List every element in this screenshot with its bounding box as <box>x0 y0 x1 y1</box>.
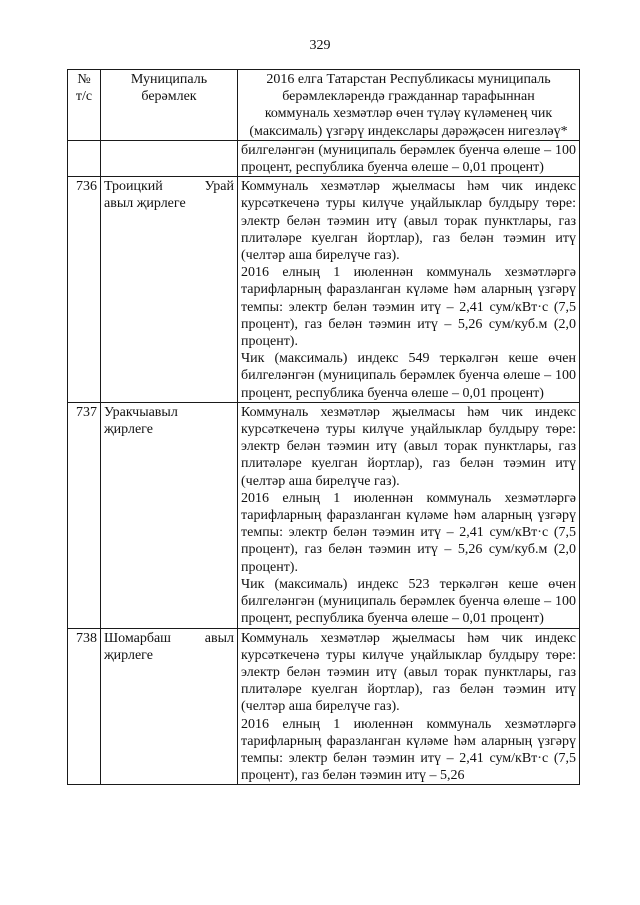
description-paragraph: 2016 елның 1 июленнән коммуналь хезмәтләргә тарифларның фаразланган күләме һәм аларның үзгәрү темпы: электр белән тәэмин итү – 2,41 сум/кВт·с (7,5 процент), газ белән тәэмин итү – 5,26 <box>241 716 576 784</box>
description-paragraph: Коммуналь хезмәтләр җыелмасы һәм чик индекс курсәткеченә туры килүче уңайлыклар булдыру төре: электр белән тәэмин итү (авыл торак пунктлары, газ плитәләре куелган йортлар), газ белән тәэмин итү (челтәр аша бирелүче газ). <box>241 630 576 715</box>
header-number-line: № <box>77 72 91 87</box>
header-description-line: 2016 елга Татарстан Республикасы муниципаль <box>266 72 551 87</box>
description-paragraph: Коммуналь хезмәтләр җыелмасы һәм чик индекс курсәткеченә туры килүче уңайлыклар булдыру төре: электр белән тәэмин итү (авыл торак пунктлары, газ плитәләре куелган йортлар), газ белән тәэмин итү (челтәр аша бирелүче газ). <box>241 404 576 489</box>
header-description-line: (максималь) үзгәрү индекслары дәрәҗәсен нигезләү* <box>249 123 568 139</box>
row-municipality-cell <box>101 177 238 403</box>
row-description-cell <box>238 402 580 628</box>
row-description-cell <box>238 177 580 403</box>
description-paragraph: Чик (максималь) индекс 523 теркәлгән кеше өчен билгеләнгән (муниципаль берәмлек буенча өлеше – 100 процент, республика буенча өлеше – 0,01 процент) <box>241 576 576 627</box>
header-municipality-cell <box>101 70 238 141</box>
tariff-index-table <box>67 69 580 785</box>
table-row-continuation <box>68 140 580 176</box>
header-description-cell <box>238 70 580 141</box>
page-number: 329 <box>309 38 331 53</box>
header-municipality-line: берәмлек <box>141 89 197 105</box>
row-description-cell <box>238 140 580 176</box>
table-row-738 <box>68 628 580 785</box>
table-row-736 <box>68 177 580 403</box>
table-row-737 <box>68 402 580 628</box>
row-municipality-cell <box>101 402 238 628</box>
municipality-name-line: Уракчыавыл <box>104 404 178 420</box>
municipality-name-line: Шомарбаш авыл <box>104 630 234 646</box>
description-paragraph: 2016 елның 1 июленнән коммуналь хезмәтләргә тарифларның фаразланган күләме һәм аларның үзгәрү темпы: электр белән тәэмин итү – 2,41 сум/кВт·с (7,5 процент), газ белән тәэмин итү – 5,26 сум/куб.м (2,0 процент). <box>241 490 576 575</box>
header-number-line: т/с <box>75 89 93 105</box>
row-description-cell <box>238 628 580 785</box>
row-number-cell <box>68 140 101 176</box>
row-number-cell: 738 <box>68 628 101 785</box>
row-number-cell: 736 <box>68 177 101 403</box>
municipality-name-line: Троицкий Урай <box>104 179 234 195</box>
header-municipality-line: Муниципаль <box>130 72 208 87</box>
description-paragraph: билгеләнгән (муниципаль берәмлек буенча өлеше – 100 процент, республика буенча өлеше – 0,01 процент) <box>241 142 576 176</box>
municipality-name-line: җирлеге <box>104 422 153 438</box>
header-description-line: коммуналь хезмәтләр өчен түләү күләменең чик <box>264 106 553 122</box>
row-municipality-cell <box>101 140 238 176</box>
description-paragraph: Коммуналь хезмәтләр җыелмасы һәм чик индекс курсәткеченә туры килүче уңайлыклар булдыру төре: электр белән тәэмин итү (авыл торак пунктлары, газ плитәләре куелган йортлар), газ белән тәэмин итү (челтәр аша бирелүче газ). <box>241 179 576 264</box>
row-number-cell: 737 <box>68 402 101 628</box>
table-header-row <box>68 70 580 141</box>
header-number-cell <box>68 70 101 141</box>
municipality-name-line: авыл җирлеге <box>104 196 186 212</box>
header-description-line: берәмлекләрендә гражданнар тарафыннан <box>282 89 535 105</box>
municipality-name-line: җирлеге <box>104 647 153 663</box>
description-paragraph: 2016 елның 1 июленнән коммуналь хезмәтләргә тарифларның фаразланган күләме һәм аларның үзгәрү темпы: электр белән тәэмин итү – 2,41 сум/кВт·с (7,5 процент), газ белән тәэмин итү – 5,26 сум/куб.м (2,0 процент). <box>241 265 576 350</box>
description-paragraph: Чик (максималь) индекс 549 теркәлгән кеше өчен билгеләнгән (муниципаль берәмлек буенча өлеше – 100 процент, республика буенча өлеше – 0,01 процент) <box>241 351 576 401</box>
row-municipality-cell <box>101 628 238 785</box>
